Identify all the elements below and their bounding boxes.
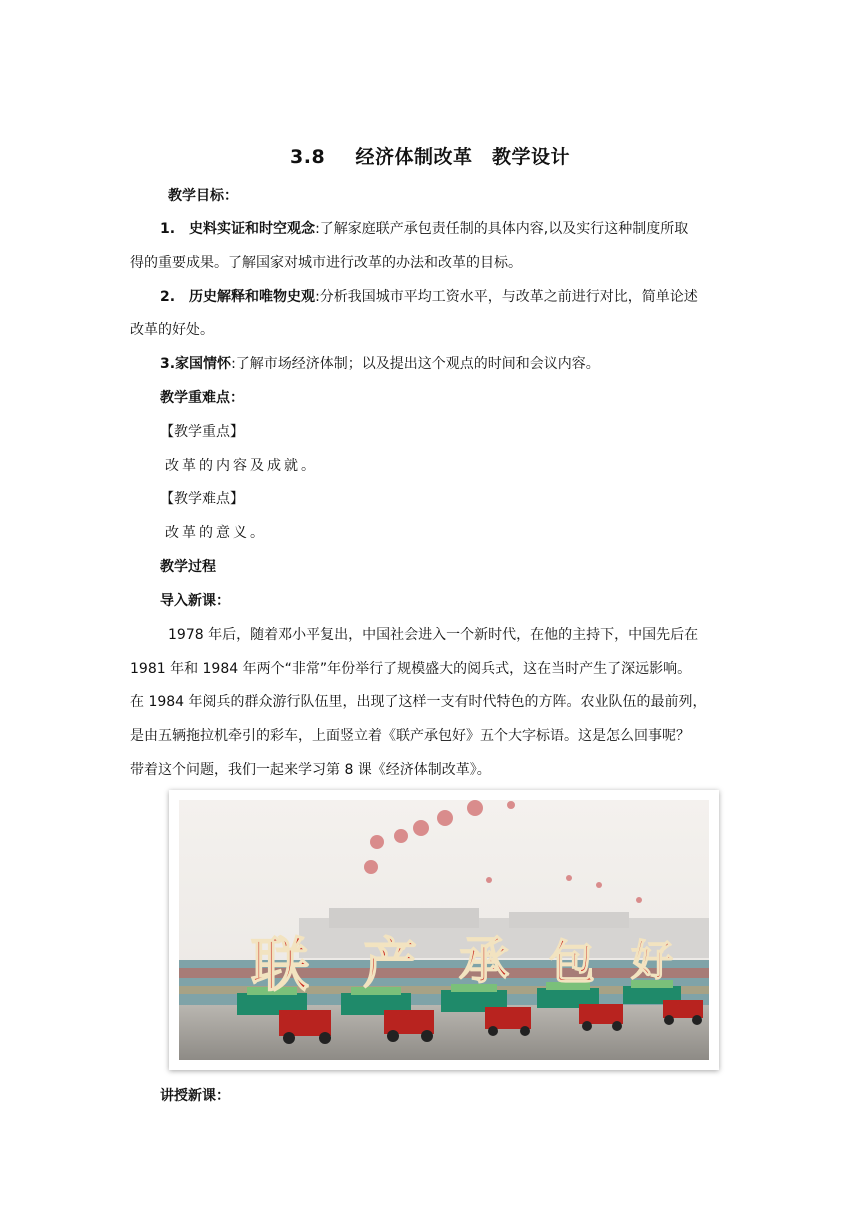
title-number: 3.8: [290, 146, 326, 168]
goal-1-label: 1. 史料实证和时空观念: [160, 221, 316, 237]
parade-photo: [169, 790, 719, 1070]
process-heading: 教学过程: [160, 559, 216, 575]
goal-3-label: 3.家国情怀: [160, 356, 232, 372]
intro-paragraph-line: 1981 年和 1984 年两个“非常”年份举行了规模盛大的阅兵式，这在当时产生了深远影响。: [130, 661, 692, 677]
goal-3: [160, 354, 600, 374]
parade-photo-image: [179, 800, 709, 1060]
slogan-char: 包: [549, 935, 595, 989]
difficulty-label: 【教学难点】: [160, 491, 244, 507]
intro-paragraph-line: 在 1984 年阅兵的群众游行队伍里，出现了这样一支有时代特色的方阵。农业队伍的最前列，: [130, 694, 707, 710]
slogan-char: 好: [631, 936, 674, 985]
slogan-char: 承: [459, 931, 509, 990]
goal-1: [160, 219, 688, 239]
goal-1-continuation: 得的重要成果。了解国家对城市进行改革的办法和改革的目标。: [130, 255, 522, 271]
goal-3-text: :了解市场经济体制；以及提出这个观点的时间和会议内容。: [231, 356, 600, 372]
intro-paragraph-line: 1978 年后，随着邓小平复出，中国社会进入一个新时代，在他的主持下，中国先后在: [168, 627, 699, 643]
slogan-char: 产: [363, 931, 417, 995]
intro-paragraph-line: 带着这个问题，我们一起来学习第 8 课《经济体制改革》。: [130, 762, 491, 778]
lecture-heading: 讲授新课：: [160, 1088, 230, 1104]
goal-2: [160, 287, 698, 307]
goal-1-text: :了解家庭联产承包责任制的具体内容,以及实行这种制度所取: [315, 221, 689, 237]
page-title: [130, 142, 730, 169]
slogan-char: 联: [251, 931, 310, 999]
goals-heading: 教学目标：: [168, 188, 238, 204]
intro-heading: 导入新课：: [160, 593, 230, 609]
difficulty-text: 改革的意义。: [165, 525, 267, 541]
title-text: 经济体制改革 教学设计: [355, 146, 570, 168]
key-point-label: 【教学重点】: [160, 424, 244, 440]
keypoints-heading: 教学重难点：: [160, 390, 244, 406]
intro-paragraph-line: 是由五辆拖拉机牵引的彩车，上面竖立着《联产承包好》五个大字标语。这是怎么回事呢？: [130, 728, 690, 744]
goal-2-label: 2. 历史解释和唯物史观: [160, 289, 316, 305]
key-point-text: 改革的内容及成就。: [165, 458, 318, 474]
goal-2-text: :分析我国城市平均工资水平，与改革之前进行对比，简单论述: [315, 289, 698, 305]
goal-2-continuation: 改革的好处。: [130, 322, 214, 338]
